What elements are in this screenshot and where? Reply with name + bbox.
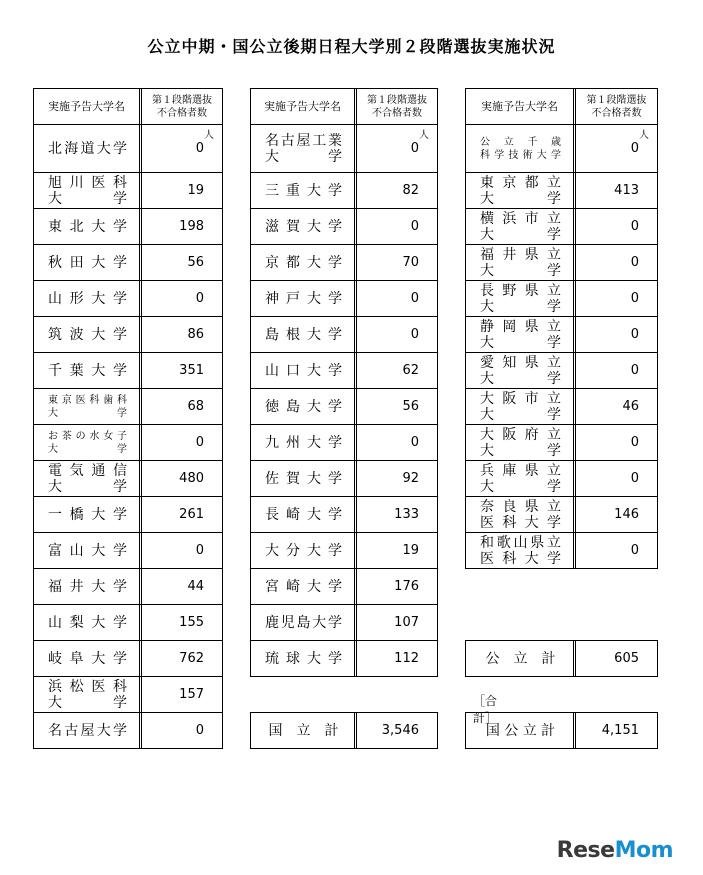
university-name (34, 281, 142, 316)
name-line: 大学 (48, 407, 127, 419)
fail-count (357, 209, 437, 244)
count-value: 0 (410, 141, 419, 156)
name-line: 岐 阜 大 学 (48, 650, 127, 667)
count-value: 70 (402, 255, 419, 270)
count-value: 0 (630, 435, 639, 450)
university-name (466, 245, 576, 280)
count-value: 0 (630, 255, 639, 270)
name-line: 東京医科歯科 (48, 394, 127, 406)
name-line: 大学 (480, 370, 561, 387)
table-row (250, 208, 438, 245)
name-line: お茶の水女子 (48, 430, 127, 442)
table-row (33, 424, 223, 461)
fail-count (576, 641, 657, 676)
fail-count (357, 389, 437, 424)
name-line: 山 形 大 学 (48, 290, 127, 307)
count-value: 261 (179, 507, 204, 522)
total-row (250, 712, 438, 749)
resemom-logo: ReseMom (556, 838, 673, 863)
university-name (251, 533, 357, 568)
university-name (34, 425, 142, 460)
count-value: 0 (410, 327, 419, 342)
university-name (34, 497, 142, 532)
count-value: 762 (179, 651, 204, 666)
fail-count (357, 353, 437, 388)
university-name (466, 89, 576, 124)
fail-count (142, 209, 222, 244)
count-value: 155 (179, 615, 204, 630)
university-name (251, 173, 357, 208)
count-value: 0 (630, 363, 639, 378)
name-line: 公 立 千 歳 (480, 136, 561, 148)
name-line: 宮 崎 大 学 (265, 578, 342, 595)
fail-count (357, 317, 437, 352)
count-value: 0 (630, 471, 639, 486)
university-name (34, 605, 142, 640)
table-row (465, 208, 658, 245)
university-name (466, 125, 576, 172)
header-line: 第１段階選抜 (586, 94, 647, 106)
count-value: 112 (394, 651, 419, 666)
fail-count (142, 125, 222, 172)
name-line: 和歌山県立 (480, 534, 561, 551)
count-value: 146 (614, 507, 639, 522)
university-name (251, 125, 357, 172)
name-line: 筑 波 大 学 (48, 326, 127, 343)
university-name (34, 353, 142, 388)
university-name (251, 425, 357, 460)
university-name (251, 317, 357, 352)
fail-count (357, 605, 437, 640)
name-line: 大学 (480, 442, 561, 459)
count-value: 82 (402, 183, 419, 198)
name-line: 大学 (480, 262, 561, 279)
university-name (251, 569, 357, 604)
table-row (33, 388, 223, 425)
name-line: 北海道大学 (48, 140, 127, 157)
name-line: 秋 田 大 学 (48, 254, 127, 271)
unit-label: 人 (419, 130, 429, 141)
table-row (465, 532, 658, 569)
name-line: 琉 球 大 学 (265, 650, 342, 667)
fail-count (357, 173, 437, 208)
total-row (465, 712, 658, 749)
fail-count (142, 569, 222, 604)
name-line: 旭 川 医 科 (48, 174, 127, 191)
table-row (250, 352, 438, 389)
table-row (33, 460, 223, 497)
count-value: 0 (410, 219, 419, 234)
university-name (251, 605, 357, 640)
name-line: 大学 (480, 478, 561, 495)
count-value: 0 (630, 543, 639, 558)
table-row (33, 568, 223, 605)
fail-count (576, 317, 657, 352)
table-row (465, 496, 658, 533)
count-value: 4,151 (601, 723, 639, 738)
table-row (250, 172, 438, 209)
fail-count (576, 173, 657, 208)
name-line: 実施予告大学名 (264, 99, 341, 113)
name-line: 大 阪 市 立 (480, 390, 561, 407)
name-line: 佐 賀 大 学 (265, 470, 342, 487)
page-title: 公立中期・国公立後期日程大学別２段階選抜実施状況 (147, 37, 556, 56)
subtotal-row (465, 640, 658, 677)
fail-count (576, 533, 657, 568)
name-line: 大 阪 府 立 (480, 426, 561, 443)
name-line: 国 立 計 (268, 722, 339, 739)
university-name (34, 533, 142, 568)
table-row (465, 280, 658, 317)
name-line: 長 野 県 立 (480, 282, 561, 299)
name-line: 電 気 通 信 (48, 462, 127, 479)
table-row (33, 124, 223, 173)
count-value: 56 (402, 399, 419, 414)
name-line: 福 井 県 立 (480, 246, 561, 263)
university-name (251, 353, 357, 388)
university-name (34, 317, 142, 352)
table-header (465, 88, 658, 125)
name-line: 千 葉 大 学 (48, 362, 127, 379)
table-row (33, 208, 223, 245)
university-name (34, 245, 142, 280)
count-value: 86 (187, 327, 204, 342)
table-row (33, 172, 223, 209)
fail-count (142, 713, 222, 748)
fail-count (142, 389, 222, 424)
table-header (250, 88, 438, 125)
table-row (250, 460, 438, 497)
name-line: 大学 (480, 190, 561, 207)
count-value: 0 (195, 141, 204, 156)
table-row (465, 388, 658, 425)
university-name (34, 173, 142, 208)
table-row (465, 124, 658, 173)
name-line: 島 根 大 学 (265, 326, 342, 343)
name-line: 三 重 大 学 (265, 182, 342, 199)
name-line: 大学 (48, 478, 127, 495)
university-name (466, 533, 576, 568)
name-line: 科学技術大学 (480, 149, 561, 161)
table-row (250, 316, 438, 353)
fail-count (357, 641, 437, 676)
fail-count (357, 497, 437, 532)
count-value: 107 (394, 615, 419, 630)
header-line: 第１段階選抜 (367, 94, 427, 106)
fail-count (357, 125, 437, 172)
fail-count (576, 713, 657, 748)
name-line: 長 崎 大 学 (265, 506, 342, 523)
table-row (465, 244, 658, 281)
count-value: 44 (187, 579, 204, 594)
table-row (33, 496, 223, 533)
name-line: 東 北 大 学 (48, 218, 127, 235)
table-row (465, 424, 658, 461)
university-name (251, 245, 357, 280)
name-line: 大学 (48, 443, 127, 455)
name-line: 国 公 立 計 (485, 722, 556, 739)
university-name (34, 461, 142, 496)
fail-count (357, 281, 437, 316)
fail-count (576, 389, 657, 424)
name-line: 大学 (480, 334, 561, 351)
count-value: 0 (195, 435, 204, 450)
fail-count (142, 245, 222, 280)
table-row (33, 244, 223, 281)
count-value: 3,546 (381, 723, 419, 738)
name-line: 京 都 大 学 (265, 254, 342, 271)
name-line: 公 立 計 (485, 650, 556, 667)
name-line: 滋 賀 大 学 (265, 218, 342, 235)
count-value: 46 (622, 399, 639, 414)
university-name (34, 389, 142, 424)
table-row (250, 496, 438, 533)
unit-label: 人 (204, 130, 214, 141)
name-line: 実施予告大学名 (48, 99, 125, 113)
fail-count (142, 533, 222, 568)
unit-label: 人 (639, 130, 649, 141)
count-value: 62 (402, 363, 419, 378)
fail-count (576, 497, 657, 532)
fail-count (576, 125, 657, 172)
table-row (250, 604, 438, 641)
university-name (251, 497, 357, 532)
university-name (466, 425, 576, 460)
name-line: 大 分 大 学 (265, 542, 342, 559)
name-line: 一 橋 大 学 (48, 506, 127, 523)
table-row (250, 280, 438, 317)
name-line: 大学 (480, 406, 561, 423)
fail-count (142, 497, 222, 532)
table-row (250, 532, 438, 569)
header-line: 第１段階選抜 (152, 94, 212, 106)
fail-count (357, 89, 437, 124)
table-row (33, 640, 223, 677)
fail-count (142, 317, 222, 352)
table-row (465, 352, 658, 389)
fail-count (142, 173, 222, 208)
name-line: 九 州 大 学 (265, 434, 342, 451)
university-name (251, 389, 357, 424)
count-value: 480 (179, 471, 204, 486)
table-row (33, 532, 223, 569)
fail-count (357, 425, 437, 460)
university-name (466, 317, 576, 352)
fail-count (576, 425, 657, 460)
fail-count (576, 245, 657, 280)
table-row (250, 124, 438, 173)
fail-count (576, 461, 657, 496)
fail-count (576, 89, 657, 124)
table-row (33, 280, 223, 317)
university-name (466, 461, 576, 496)
table-row (250, 640, 438, 677)
name-line: 名古屋工業 (265, 132, 342, 149)
table-header (33, 88, 223, 125)
university-name (251, 281, 357, 316)
name-line: 名古屋大学 (48, 722, 127, 739)
fail-count (142, 641, 222, 676)
university-name (34, 569, 142, 604)
count-value: 351 (179, 363, 204, 378)
table-row (33, 676, 223, 713)
name-line: 大学 (480, 226, 561, 243)
university-name (34, 125, 142, 172)
name-line: 大学 (48, 190, 127, 207)
name-line: 山 梨 大 学 (48, 614, 127, 631)
university-name (466, 641, 576, 676)
name-line: 福 井 大 学 (48, 578, 127, 595)
university-name (466, 497, 576, 532)
fail-count (576, 353, 657, 388)
university-name (34, 209, 142, 244)
name-line: 横 浜 市 立 (480, 210, 561, 227)
count-value: 605 (614, 651, 639, 666)
count-value: 0 (195, 543, 204, 558)
university-name (466, 389, 576, 424)
university-name (34, 641, 142, 676)
count-value: 0 (410, 291, 419, 306)
count-value: 157 (179, 687, 204, 702)
name-line: 浜 松 医 科 (48, 678, 127, 695)
university-name (466, 353, 576, 388)
name-line: 神 戸 大 学 (265, 290, 342, 307)
fail-count (142, 89, 222, 124)
table-row (250, 424, 438, 461)
fail-count (357, 533, 437, 568)
fail-count (357, 713, 437, 748)
table-row (33, 316, 223, 353)
name-line: 大学 (48, 694, 127, 711)
table-row (465, 460, 658, 497)
name-line: 大学 (265, 148, 342, 165)
header-line: 不合格者数 (372, 107, 422, 119)
university-name (251, 713, 357, 748)
name-line: 大学 (480, 298, 561, 315)
fail-count (357, 245, 437, 280)
university-name (34, 677, 142, 712)
count-value: 0 (630, 291, 639, 306)
count-value: 0 (630, 141, 639, 156)
table-row (33, 352, 223, 389)
university-name (251, 641, 357, 676)
table-row (250, 568, 438, 605)
university-name (466, 173, 576, 208)
name-line: 兵 庫 県 立 (480, 462, 561, 479)
university-name (466, 713, 576, 748)
header-line: 不合格者数 (157, 107, 207, 119)
count-value: 56 (187, 255, 204, 270)
university-name (466, 209, 576, 244)
count-value: 413 (614, 183, 639, 198)
count-value: 198 (179, 219, 204, 234)
fail-count (142, 677, 222, 712)
name-line: 静 岡 県 立 (480, 318, 561, 335)
count-value: 92 (402, 471, 419, 486)
count-value: 176 (394, 579, 419, 594)
count-value: 0 (410, 435, 419, 450)
table-row (250, 388, 438, 425)
university-name (34, 713, 142, 748)
count-value: 68 (187, 399, 204, 414)
name-line: 富 山 大 学 (48, 542, 127, 559)
university-name (34, 89, 142, 124)
count-value: 0 (195, 723, 204, 738)
count-value: 19 (402, 543, 419, 558)
name-line: 医 科 大 学 (480, 550, 561, 567)
university-name (251, 209, 357, 244)
count-value: 0 (195, 291, 204, 306)
name-line: 徳 島 大 学 (265, 398, 342, 415)
table-row (33, 712, 223, 749)
fail-count (357, 569, 437, 604)
fail-count (142, 425, 222, 460)
table-row (465, 172, 658, 209)
university-name (251, 89, 357, 124)
name-line: 奈 良 県 立 (480, 498, 561, 515)
grand-total-label: ［合計］ (473, 694, 498, 725)
table-row (33, 604, 223, 641)
table-row (465, 316, 658, 353)
fail-count (142, 281, 222, 316)
header-line: 不合格者数 (591, 107, 642, 119)
name-line: 東 京 都 立 (480, 174, 561, 191)
name-line: 実施予告大学名 (481, 99, 558, 113)
name-line: 鹿児島大学 (265, 614, 342, 631)
count-value: 19 (187, 183, 204, 198)
fail-count (142, 605, 222, 640)
fail-count (142, 353, 222, 388)
count-value: 0 (630, 327, 639, 342)
count-value: 133 (394, 507, 419, 522)
name-line: 山 口 大 学 (265, 362, 342, 379)
count-value: 0 (630, 219, 639, 234)
fail-count (576, 281, 657, 316)
fail-count (142, 461, 222, 496)
table-row (250, 244, 438, 281)
university-name (466, 281, 576, 316)
name-line: 愛 知 県 立 (480, 354, 561, 371)
name-line: 医 科 大 学 (480, 514, 561, 531)
fail-count (576, 209, 657, 244)
university-name (251, 461, 357, 496)
fail-count (357, 461, 437, 496)
